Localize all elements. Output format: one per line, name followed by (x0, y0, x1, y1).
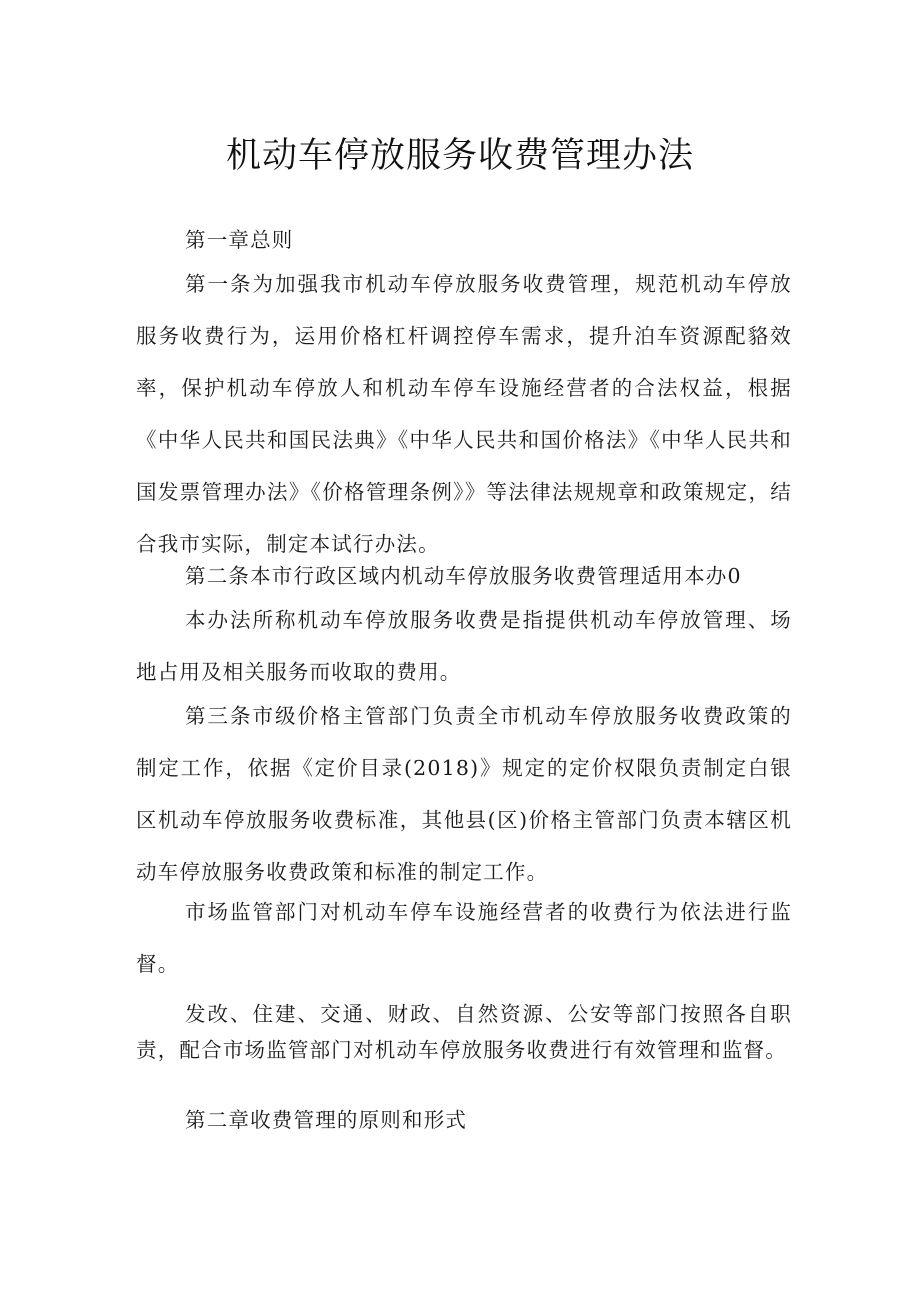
article-paragraph: 第三条市级价格主管部门负责全市机动车停放服务收费政策的制定工作，依据《定价目录(2018)》规定的定价权限负责制定白银区机动车停放服务收费标准，其他县(区)价格主管部门负责本辖区机动车停放服务收费政策和标准的制定工作。 (136, 704, 792, 884)
body-paragraph: 本办法所称机动车停放服务收费是指提供机动车停放管理、场地占用及相关服务而收取的费用。 (136, 608, 792, 684)
body-paragraph: 发改、住建、交通、财政、自然资源、公安等部门按照各自职责，配合市场监管部门对机动车停放服务收费进行有效管理和监督。 (136, 1002, 792, 1062)
article-paragraph: 第一条为加强我市机动车停放服务收费管理，规范机动车停放服务收费行为，运用价格杠杆调控停车需求，提升泊车资源配貉效率，保护机动车停放人和机动车停车设施经营者的合法权益，根据《中华人民共和国民法典》《中华人民共和国价格法》《中华人民共和国发票管理办法》《价格管理条例》》等法律法规规章和政策规定，结合我市实际，制定本试行办法。 (136, 272, 792, 556)
body-paragraph: 市场监管部门对机动车停车设施经营者的收费行为依法进行监督。 (136, 900, 792, 976)
article-paragraph: 第二条本市行政区域内机动车停放服务收费管理适用本办0 (185, 564, 742, 588)
chapter-heading: 第一章总则 (185, 228, 294, 252)
chapter-heading: 第二章收费管理的原则和形式 (185, 1108, 468, 1132)
document-title: 机动车停放服务收费管理办法 (225, 136, 694, 176)
